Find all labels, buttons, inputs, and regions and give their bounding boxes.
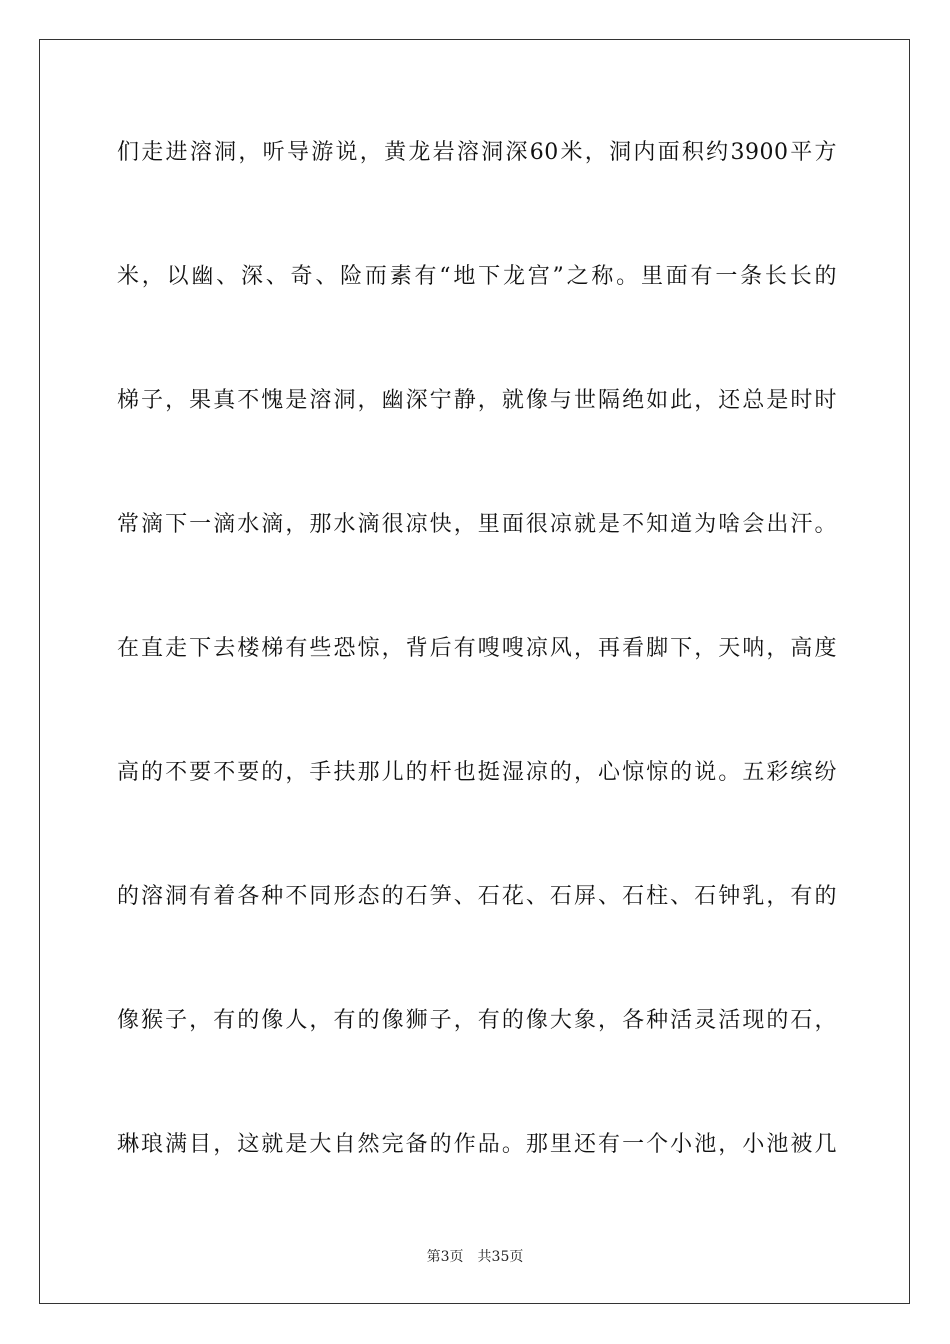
paragraph-line: 琳琅满目，这就是大自然完备的作品。那里还有一个小池，小池被几 — [117, 1132, 837, 1157]
paragraph-line: 像猴子，有的像人，有的像狮子，有的像大象，各种活灵活现的石， — [117, 1008, 837, 1033]
paragraph-line: 在直走下去楼梯有些恐惊，背后有嗖嗖凉风，再看脚下，天呐，高度 — [117, 636, 837, 661]
paragraph-line: 高的不要不要的，手扶那儿的杆也挺湿凉的，心惊惊的说。五彩缤纷 — [117, 760, 837, 785]
paragraph-line: 常滴下一滴水滴，那水滴很凉快，里面很凉就是不知道为啥会出汗。 — [117, 512, 837, 537]
paragraph-line: 们走进溶洞，听导游说，黄龙岩溶洞深60米，洞内面积约3900平方 — [117, 140, 838, 165]
paragraph-line: 梯子，果真不愧是溶洞，幽深宁静，就像与世隔绝如此，还总是时时 — [117, 388, 837, 413]
page-footer — [0, 1248, 950, 1266]
total-page-count: 共35页 — [477, 1249, 524, 1265]
paragraph-line: 的溶洞有着各种不同形态的石笋、石花、石屏、石柱、石钟乳，有的 — [117, 884, 837, 909]
paragraph-line: 米，以幽、深、奇、险而素有“地下龙宫”之称。里面有一条长长的 — [117, 264, 837, 289]
current-page-number: 第3页 — [426, 1249, 464, 1265]
page-border — [39, 39, 910, 1304]
